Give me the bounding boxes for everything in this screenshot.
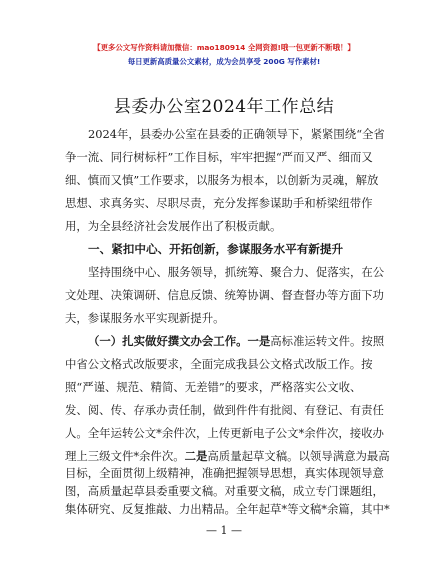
paragraph-line: 2024年，县委办公室在县委的正确领导下，紧紧围绕“全省 — [88, 127, 385, 141]
paragraph-line: 用，为全县经济社会发展作出了积极贡献。 — [65, 219, 282, 233]
paragraph-line-with-subheading — [88, 334, 395, 348]
paragraph-line-with-marker — [65, 449, 395, 463]
paragraph-line: 坚持围绕中心、服务领导，抓统筹、聚合力、促落实，在公 — [88, 265, 385, 279]
paragraph-text: 高标准运转文件。按照 — [270, 334, 385, 348]
paragraph-line: 照“严谨、规范、精简、无差错”的要求，严格落实公文收、 — [65, 380, 362, 394]
item-marker: 一是 — [247, 334, 271, 348]
document-title: 县委办公室2024年工作总结 — [113, 97, 335, 117]
paragraph-text: 理上三级文件*余件次。 — [65, 449, 185, 463]
paragraph-line-last: 集体研究、反复推敲、力出精品。全年起草*等文稿*余篇，其中* — [65, 502, 390, 516]
subsection-heading: （一）扎实做好撰文办会工作。 — [88, 334, 248, 348]
paragraph-line: 人。全年运转公文*余件次，上传更新电子公文*余件次，接收办 — [65, 426, 384, 440]
page-number: — 1 — — [206, 524, 242, 537]
promo-banner-red: 【更多公文写作资料请加微信：mao180914 全网资源!哦一包更新不断哦！】 — [93, 43, 355, 52]
paragraph-line: 目标，全面贯彻上级精神，准确把握领导思想，真实体现领导意 — [65, 466, 384, 480]
paragraph-line: 细、慎而又慎”工作要求，以服务为根本，以创新为灵魂，解放 — [65, 173, 379, 187]
paragraph-line: 发、阅、传、存承办责任制，做到件件有批阅、有登记、有责任 — [65, 403, 384, 417]
paragraph-text: 高质量起草文稿。以领导满意为最高 — [207, 449, 390, 463]
promo-banner-blue: 每日更新高质量公文素材，成为会员享受 200G 写作素材! — [127, 57, 321, 66]
paragraph-line: 夫，参谋服务水平实现新提升。 — [65, 311, 225, 325]
paragraph-line: 争一流、同行树标杆”工作目标，牢牢把握“严而又严、细而又 — [65, 150, 373, 164]
paragraph-line: 思想、求真务实、尽职尽责，充分发挥参谋助手和桥梁纽带作 — [65, 196, 373, 210]
paragraph-line: 中省公文格式改版要求，全面完成我县公文格式改版工作。按 — [65, 357, 373, 371]
item-marker: 二是 — [184, 449, 208, 463]
section-heading: 一、紧扣中心、开拓创新，参谋服务水平有新提升 — [88, 242, 344, 256]
paragraph-line: 文处理、决策调研、信息反馈、统筹协调、督查督办等方面下功 — [65, 288, 384, 302]
paragraph-line: 图，高质量起草县委重要文稿。对重要文稿，成立专门课题组， — [65, 484, 384, 498]
